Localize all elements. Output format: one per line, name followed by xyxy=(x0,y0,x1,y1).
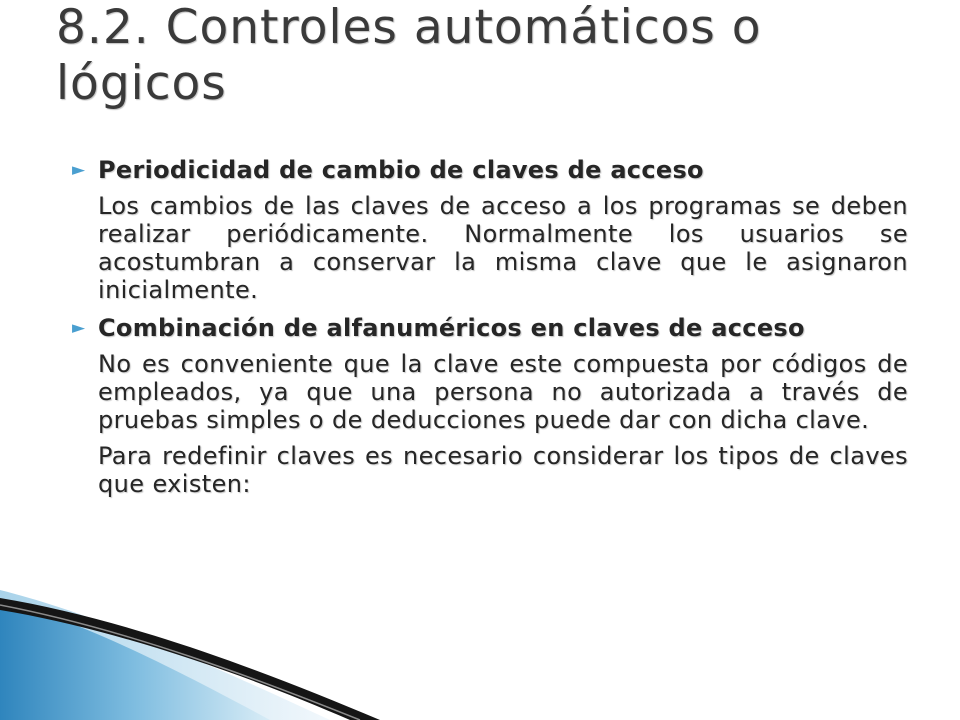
triangle-bullet-icon: ► xyxy=(72,318,86,338)
bullet-item-periodicidad xyxy=(72,152,908,188)
bullet-paragraph: Los cambios de las claves de acceso a los programas se deben realizar periódicamente. Normalmente los usuarios se acostumbran a conservar la misma clave que le asignaron inicialmente. xyxy=(98,192,908,304)
bullet-paragraph: No es conveniente que la clave este compuesta por códigos de empleados, ya que una persona no autorizada a través de pruebas simples o de deducciones puede dar con dicha clave. xyxy=(98,350,908,434)
slide-title: 8.2. Controles automáticos o lógicos xyxy=(56,0,762,111)
bullet-heading: Periodicidad de cambio de claves de acceso xyxy=(98,156,704,184)
slide-content xyxy=(72,152,908,504)
bullet-heading: Combinación de alfanuméricos en claves de acceso xyxy=(98,314,805,342)
bullet-paragraph: Para redefinir claves es necesario considerar los tipos de claves que existen: xyxy=(98,442,908,498)
bullet-item-combinacion xyxy=(72,310,908,346)
triangle-bullet-icon: ► xyxy=(72,160,86,180)
